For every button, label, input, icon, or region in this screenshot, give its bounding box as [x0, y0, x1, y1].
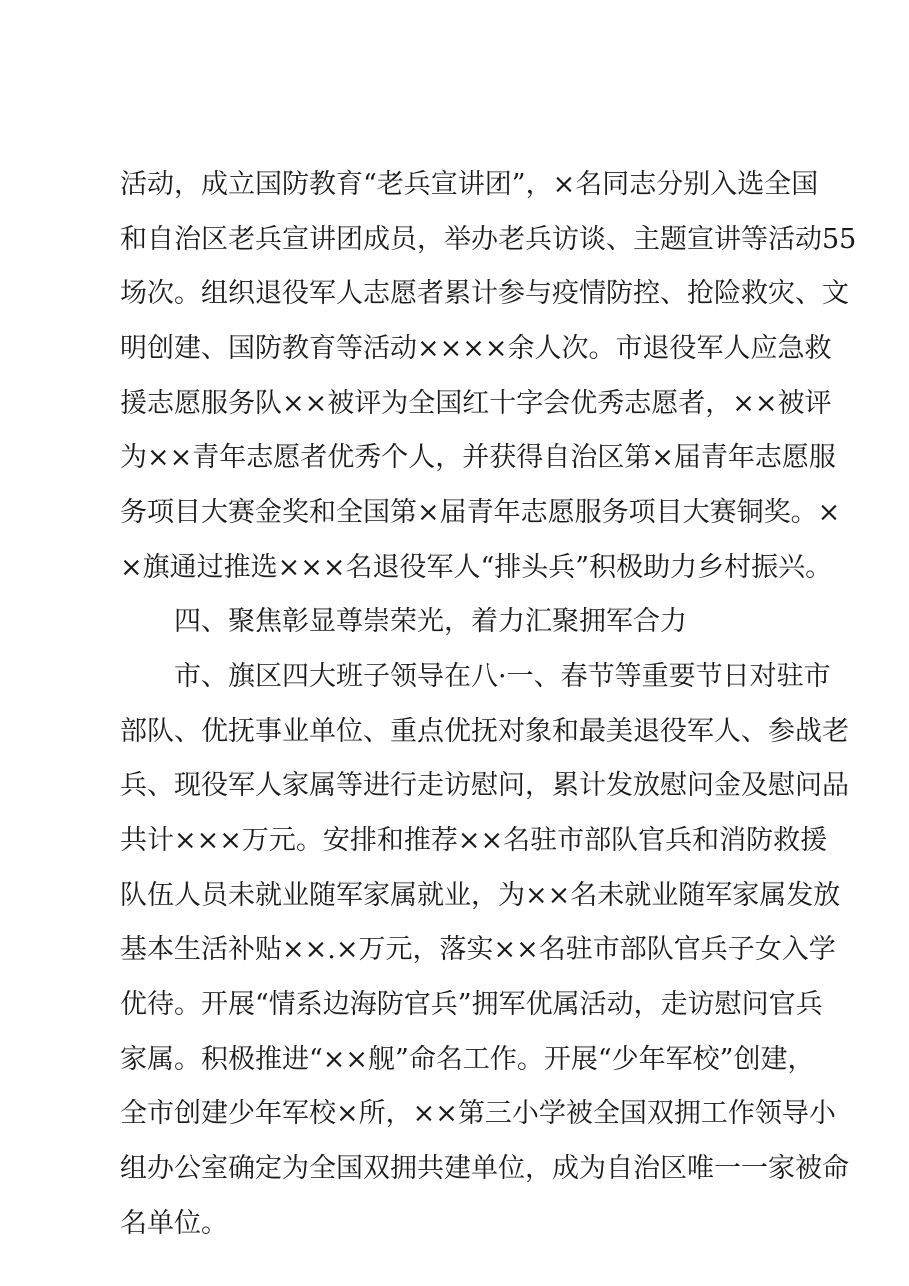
para2-line-9: 全市创建少年军校×所，××第三小学被全国双拥工作领导小	[120, 1098, 836, 1129]
section-heading: 四、聚焦彰显尊崇荣光，着力汇聚拥军合力	[174, 606, 687, 637]
para1-line-4: 明创建、国防教育等活动××××余人次。市退役军人应急救	[120, 333, 832, 364]
para2-line-8: 家属。积极推进“××舰”命名工作。开展“少年军校”创建，	[120, 1044, 815, 1075]
para1-line-8: ×旗通过推选×××名退役军人“排头兵”积极助力乡村振兴。	[120, 552, 833, 583]
para2-line-4: 共计×××万元。安排和推荐××名驻市部队官兵和消防救援	[120, 825, 828, 856]
para2-line-1: 市、旗区四大班子领导在八·一、春节等重要节日对驻市	[174, 661, 831, 692]
para2-line-3: 兵、现役军人家属等进行走访慰问，累计发放慰问金及慰问品	[120, 770, 849, 801]
para2-line-6: 基本生活补贴××.×万元，落实××名驻市部队官兵子女入学	[120, 934, 836, 965]
para1-line-2: 和自治区老兵宣讲团成员，举办老兵访谈、主题宣讲等活动55	[120, 224, 857, 255]
para2-line-11: 名单位。	[120, 1208, 228, 1239]
para2-line-5: 队伍人员未就业随军家属就业，为××名未就业随军家属发放	[120, 880, 841, 911]
para1-line-7: 务项目大赛金奖和全国第×届青年志愿服务项目大赛铜奖。×	[120, 497, 841, 528]
para1-line-5: 援志愿服务队××被评为全国红十字会优秀志愿者，××被评	[120, 388, 832, 419]
para2-line-7: 优待。开展“情系边海防官兵”拥军优属活动，走访慰问官兵	[120, 989, 823, 1020]
para2-line-10: 组办公室确定为全国双拥共建单位，成为自治区唯一一家被命	[120, 1153, 849, 1184]
para1-line-1: 活动，成立国防教育“老兵宣讲团”，×名同志分别入选全国	[120, 169, 819, 200]
para1-line-6: 为××青年志愿者优秀个人，并获得自治区第×届青年志愿服	[120, 442, 836, 473]
para1-line-3: 场次。组织退役军人志愿者累计参与疫情防控、抢险救灾、文	[120, 278, 849, 309]
para2-line-2: 部队、优抚事业单位、重点优抚对象和最美退役军人、参战老	[120, 716, 849, 747]
